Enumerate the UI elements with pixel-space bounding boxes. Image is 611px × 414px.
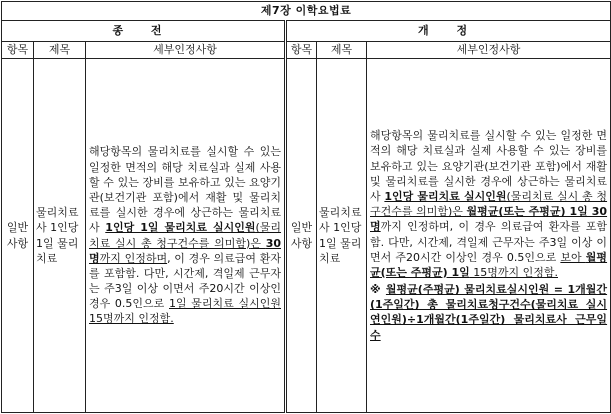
note-paragraph: ※ 월평균(주평균) 물리치료실시인원 = 1개월간(1주일간) 총 물리치료청구건수(물리치료 실시 연인원)÷1개월간(1주일간) 물리치료사 근무일수 (370, 283, 608, 342)
chapter-title: 제7장 이학요법료 (2, 2, 611, 21)
section-old-header: 종 전 (2, 21, 286, 42)
section-new-header: 개 정 (286, 21, 611, 42)
row-item-new: 일반사항 (286, 59, 317, 413)
row-detail-old: 해당항목의 물리치료를 실시할 수 있는 일정한 면적의 해당 치료실과 실제 사용할 수 있는 장비를 보유하고 있는 요양기관(보건기관 포함)에서 재활 및 물리치료를 실시한 경우에 상근하는 물리치료사 1인당 1일 물리치료 실시인원(물리치료 실시 총 청구건수를 의미함)은 30명까지 인정하며, 이 경우 의료급여 환자를 포함함. 다만, 시간제, 격일제 근무자는 주3일 이상 이면서 주20시간 이상인 경우 0.5인으로 1일 물리치료 실시인원 15명까지 인정함. (86, 59, 286, 413)
col-item-old: 항목 (2, 42, 34, 59)
row-item-old: 일반사항 (2, 59, 34, 413)
col-detail-new: 세부인정사항 (367, 42, 611, 59)
row-name-new: 물리치료사 1인당 1일 물리치료 (317, 59, 367, 413)
row-name-old: 물리치료사 1인당 1일 물리치료 (34, 59, 86, 413)
col-detail-old: 세부인정사항 (86, 42, 286, 59)
col-item-new: 항목 (286, 42, 317, 59)
col-name-new: 제목 (317, 42, 367, 59)
col-name-old: 제목 (34, 42, 86, 59)
row-detail-new: 해당항목의 물리치료를 실시할 수 있는 일정한 면적의 해당 치료실과 실제 사용할 수 있는 장비를 보유하고 있는 요양기관(보건기관 포함)에서 재활 및 물리치료를 실시한 경우에 상근하는 물리치료사 1인당 물리치료 실시인원(물리치료 실시 총 청구건수를 의미함)은 월평균(또는 주평균) 1일 30명까지 인정하며, 이 경우 의료급여 환자를 포함함. 다만, 시간제, 격일제 근무자는 주3일 이상 이면서 주20시간 이상인 경우 0.5인으로 보아 월평균(또는 주평균) 1일 15명까지 인정함. ※ 월평균(주평균) 물리치료실시인원 = 1개월간(1주일간) 총 물리치료청구건수(물리치료 실시 연인원)÷1개월간(1주일간) 물리치료사 근무일수 (367, 59, 611, 413)
comparison-table (1, 1, 611, 413)
table-row (2, 59, 611, 413)
